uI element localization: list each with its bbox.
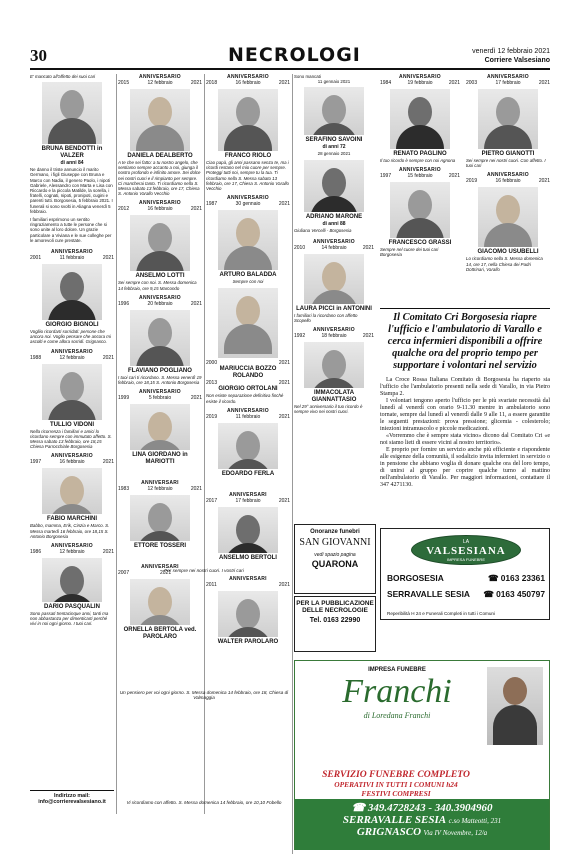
column-rule bbox=[116, 74, 117, 814]
deceased-name: TULLIO VIDONI bbox=[50, 421, 94, 428]
newspaper-name: Corriere Valsesiano bbox=[484, 57, 550, 64]
portrait-photo bbox=[390, 89, 450, 149]
entry-dates: 1988 12 febbraio 2021 bbox=[30, 354, 114, 361]
portrait-photo bbox=[478, 187, 538, 247]
deceased-name: GIACOMO USUBELLI bbox=[477, 249, 539, 256]
portrait-photo bbox=[42, 264, 102, 320]
column-1 bbox=[30, 74, 114, 631]
notice-text: Lo ricordiamo nella S. Messa domenica 14, ore 17, nella Chiesa dei Padri Dottrinari, Varallo bbox=[466, 256, 543, 272]
portrait-photo bbox=[304, 342, 364, 388]
valsesiana-logo bbox=[411, 535, 521, 565]
portrait-photo bbox=[42, 364, 102, 420]
notice-text: Ciao papà, gli anni passano senza te, ma i ricordi restano nel mio cuore per sempre. Proteggi tutti noi, sempre tu la tua. Ti ricordiamo nella S. Messa sabato 13 febbraio, ore 17, Chiesa S. Antonio Varallo Vecchio bbox=[206, 160, 289, 192]
entry-label: ANNIVERSARIO bbox=[51, 348, 93, 355]
portrait-photo bbox=[42, 558, 102, 602]
entry-dates: 2019 16 febbraio 2021 bbox=[466, 178, 550, 185]
portrait-photo bbox=[390, 182, 450, 238]
portrait-photo bbox=[42, 82, 102, 144]
entry-label: ANNIVERSARIO bbox=[313, 238, 355, 245]
ad-la-valsesiana bbox=[380, 528, 550, 620]
deceased-name: ORNELLA BERTOLA ved. PAROLARO bbox=[123, 627, 197, 641]
logo-text: IMPRESA FUNEBRE bbox=[368, 667, 426, 673]
entry-label: ANNIVERSARIO bbox=[399, 167, 441, 174]
entry-dates: 1984 19 febbraio 2021 bbox=[380, 80, 460, 86]
column-rule bbox=[204, 74, 205, 814]
subcolumn-c bbox=[466, 74, 550, 272]
notice-text: Babbo, mamma, Erik, Cinzia e Marco. S. Messa martedì 16 febbraio, ore 18,15 S. Antonio Borgosesia bbox=[30, 523, 110, 539]
anniversary-entry bbox=[118, 389, 202, 466]
phone-number: ☎ 0163 23361 bbox=[487, 573, 545, 583]
notice-intro: E' mancato all'affetto dei suoi cari bbox=[30, 74, 96, 79]
ad-text: FESTIVI COMPRESI bbox=[361, 789, 431, 798]
shared-caption: Per sempre nei nostri cuori. I vostri cari bbox=[164, 568, 244, 573]
column-2 bbox=[118, 74, 202, 645]
deceased-age: di anni 88 bbox=[322, 220, 346, 227]
anniversary-entry bbox=[206, 492, 290, 562]
portrait-photo bbox=[130, 310, 190, 366]
franchi-services bbox=[301, 769, 491, 798]
section-title: NECROLOGI bbox=[228, 44, 361, 66]
entry-label: ANNIVERSARIO bbox=[399, 74, 441, 80]
anniversary-entry bbox=[30, 349, 114, 450]
franchi-logo bbox=[305, 667, 489, 763]
dateline bbox=[472, 47, 550, 65]
city-name: BORGOSESIA bbox=[387, 573, 444, 583]
issue-date: venerdì 12 febbraio 2021 bbox=[472, 48, 550, 55]
deceased-name: LAURA PICCI in ANTONINI bbox=[296, 305, 372, 312]
notice-text: Sei sempre con noi. S. Messa domenica 14 febbraio, ore 9,15 Marcondo bbox=[118, 280, 197, 291]
portrait-photo bbox=[130, 89, 190, 151]
notice-intro: Sono mancati bbox=[294, 74, 321, 79]
portrait-photo bbox=[218, 591, 278, 637]
deceased-name: LINA GIORDANO in MARIOTTI bbox=[132, 452, 188, 466]
anniversary-entry bbox=[30, 453, 114, 539]
portrait-photo bbox=[478, 89, 538, 149]
notice-text: Nel 29° anniversario il tuo ricordo è sempre vivo nei nostri cuori. bbox=[294, 404, 363, 415]
entry-label: ANNIVERSARIO bbox=[139, 389, 181, 396]
deceased-name: ANSELMO LOTTI bbox=[135, 273, 185, 280]
anniversary-entry bbox=[118, 480, 202, 550]
deceased-name: EDOARDO FERLA bbox=[221, 470, 275, 477]
owner-photo bbox=[487, 667, 543, 745]
ad-text: Onoranze funebri bbox=[310, 529, 360, 535]
notice-text: I tuoi cari ti ricordano. S. Messa venerdì 19 febbraio, ore 18,15 S. Antonio Borgosesia bbox=[118, 374, 202, 386]
deceased-name: ARTURO BALADDA bbox=[219, 272, 277, 279]
notice-text: Sei sempre nei nostri cuori. Con affetto. I tuoi cari bbox=[466, 158, 546, 169]
entry-label: ANNIVERSARIO bbox=[51, 543, 93, 550]
franchi-contact-band bbox=[295, 799, 549, 850]
anniversary-entry bbox=[30, 543, 114, 627]
entry-dates: 2018 16 febbraio 2021 bbox=[206, 80, 290, 86]
ad-pubblicazione bbox=[294, 596, 376, 652]
ad-contact-line bbox=[387, 573, 545, 583]
ad-franchi bbox=[294, 660, 550, 850]
anniversary-entry bbox=[380, 167, 460, 257]
ad-text: SAN GIOVANNI bbox=[299, 537, 371, 548]
entry-label: ANNIVERSARIO bbox=[227, 195, 269, 202]
deceased-name: RENATO PAGLINO bbox=[393, 151, 447, 157]
portrait-photo bbox=[130, 495, 190, 541]
phone-number: ☎ 349.4728243 - 340.3904960 bbox=[351, 802, 493, 814]
anniversary-entry bbox=[294, 327, 374, 414]
deceased-name: IMMACOLATA GIANNATTASIO bbox=[311, 390, 357, 404]
notice-text: I familiari la ricordano con affetto Scopello bbox=[294, 312, 358, 324]
anniversary-entry bbox=[206, 576, 290, 646]
notice-text: Sempre nel cuore dei tuoi cari Borgosesia bbox=[380, 247, 439, 258]
phone-number: Tel. 0163 22990 bbox=[309, 617, 361, 624]
entry-label: ANNIVERSARIO bbox=[487, 172, 529, 179]
ad-contact-line bbox=[387, 589, 545, 599]
notice-text: Vogliio ricordarti sorridati: persone che ancora noi. Voglio pensare che ancora mi ascolti e come allora sorridi. Grignasco. bbox=[30, 329, 111, 345]
anniversary-entry bbox=[118, 200, 202, 290]
city-name: SERRAVALLE SESIA bbox=[387, 589, 470, 599]
column-rule bbox=[292, 74, 293, 854]
ad-text: vedi spazio pagina bbox=[314, 552, 356, 558]
entry-dates: 1999 5 febbraio 2021 bbox=[118, 395, 202, 402]
article-paragraph: I volontari tengono aperto l'ufficio per le più svariate necessità dal lunedì al venerdì con orario 9-11.30 mentre in ambulatorio sono tornate, sempre dal lunedì al venerdì dalle 9 alle 11, a essere garantite le seguenti prestazioni: prova pressione; glicemia - colesterolo; iniezioni intramuscolo e piccole medicazioni. bbox=[380, 398, 550, 432]
portrait-photo bbox=[130, 579, 190, 625]
news-article bbox=[380, 308, 550, 489]
entry-dates: 2015 12 febbraio 2021 bbox=[118, 80, 202, 86]
portrait-photo bbox=[130, 215, 190, 271]
column-3 bbox=[206, 74, 290, 650]
logo-text: VALSESIANA bbox=[426, 545, 506, 557]
deceased-name: SERAFINO SAVOINI bbox=[305, 137, 363, 144]
portrait-photo bbox=[218, 210, 278, 270]
entry-label: ANNIVERSARI bbox=[229, 575, 267, 582]
anniversary-entry bbox=[294, 239, 374, 323]
article-headline: Il Comitato Cri Borgosesia riapre l'ufficio e l'ambulatorio di Varallo e cerca infermieri disponibili a offrire qualche ora del proprio tempo per supportare i volontari nel servizio bbox=[380, 308, 550, 372]
entry-label: ANNIVERSARI bbox=[229, 491, 267, 498]
address-line: SERRAVALLE SESIA c.so Matteotti, 231 bbox=[342, 814, 502, 826]
portrait-photo bbox=[218, 288, 278, 358]
entry-dates: 2010 14 febbraio 2021 bbox=[294, 244, 374, 251]
entry-dates: 1996 20 febbraio 2021 bbox=[118, 300, 202, 307]
notice-text: Nella ricorrenza i familiari e amici lo ricordano sempre con immutato affetto. S. Messa sabato 13 febbraio, ore 18,15 Chiesa Parrocchiale Borgosesia bbox=[30, 428, 112, 450]
entry-dates: 2012 16 febbraio 2021 bbox=[118, 206, 202, 213]
entry-dates: 2013 2021 bbox=[206, 380, 290, 387]
entry-dates: 1986 12 febbraio 2021 bbox=[30, 549, 114, 556]
article-paragraph: E proprio per fornire un servizio anche più efficiente e rispondente alle esigenze della comunità, il sodalizio invita infermieri in servizio o in pensione che abbiano voglia di donare qualche ora del loro tempo, di unirsi al gruppo per coprire qualche turno al mattino nell'ambulatorio di Varallo. Per maggiori informazioni, contattare il 347 4271130. bbox=[380, 447, 550, 488]
deceased-name: DARIO PASQUALIN bbox=[44, 604, 100, 611]
shared-caption: Vi ricordiamo con affetto. S. Messa domenica 14 febbraio, ore 10,10 Fobello bbox=[126, 800, 282, 805]
notice-text: Sono passati trentacinque anni, tanti ma non abbastanza per dimenticarti perché vivi in noi ogni giorno. I tuoi cari. bbox=[30, 611, 109, 627]
deceased-name: MARIUCCIA BOZZO ROLANDO bbox=[219, 366, 277, 380]
deceased-name: PIETRO GIANOTTI bbox=[481, 151, 535, 157]
anniversary-entry bbox=[206, 195, 290, 284]
entry-dates: 2007 2021 bbox=[118, 570, 172, 577]
notice-text: I familiari esprimono un sentito ringraziamento a tutte le persone che si sono unite al loro dolore. Un grazie particolare a Viviana e le sue colleghe per le amorevoli cure prestate. bbox=[30, 217, 112, 243]
notice-text: A te che sei fatto: a tu nostro angelo, che sentiamo sempre accanto a noi, giunga il nostro profondo e infinito amore. Sei dolce nei nostri cuori e il rimpianto per sempre. Ci mancherai tanto. Ti ricordiamo nella S. Messa sabato 13 febbraio, ore 17, Chiesa S. Antonio Varallo Vecchio bbox=[118, 160, 201, 197]
ad-onoranze-san-giovanni bbox=[294, 524, 376, 594]
email-address[interactable]: Indirizzo mail: info@corrierevalsesiano.it bbox=[30, 790, 114, 805]
deceased-name: ANSELMO BERTOLI bbox=[219, 554, 277, 561]
entry-dates: 2003 17 febbraio 2021 bbox=[466, 80, 550, 86]
anniversary-entry bbox=[118, 564, 202, 641]
notice-text: Sempre con noi bbox=[232, 279, 264, 285]
subcolumn-b bbox=[380, 74, 460, 258]
portrait-photo bbox=[42, 468, 102, 514]
notice-date: 11 gennaio 2021 bbox=[317, 79, 351, 85]
article-paragraph: La Croce Rossa Italiana Comitato di Borgosesia ha riaperto sia l'ufficio che l'ambulatorio presenti nella sede di Varallo, in via Pietro Stampa 2. bbox=[380, 377, 550, 397]
deceased-name: FABIO MARCHINI bbox=[47, 516, 97, 523]
entry-label: ANNIVERSARIO bbox=[227, 407, 269, 414]
deceased-name: WALTER PAROLARO bbox=[217, 638, 279, 645]
portrait-photo bbox=[304, 160, 364, 212]
deceased-age: di anni 72 bbox=[322, 144, 346, 151]
portrait-photo bbox=[304, 254, 364, 304]
logo-text: di Loredana Franchi bbox=[363, 711, 431, 720]
notice-text: Ne danno il triste annuncio il marito Germano, i figli Giuseppe con Bruna e Marco con Nadia, il genero Paolo, i nipoti Gabriele, Alessandro con Marta e Lisa con Riccardo e la piccola Matilde, la sorella, i fratelli, cognati, nipoti, pronipoti, cugini e parenti tutti. Borgosesia, 5 febbraio 2021. I funerali si sono svolti in Aliagna venerdì 5 febbraio. bbox=[30, 167, 113, 214]
article-paragraph: «Vorremmo che è sempre stata vicino» dicono dal Comitato Cri «e noi siamo lieti di essere vicini al nostro territorio». bbox=[380, 433, 550, 446]
entry-label: ANNIVERSARIO bbox=[227, 74, 269, 80]
logo-text: Franchi bbox=[342, 673, 452, 710]
entry-dates: 1997 16 febbraio 2021 bbox=[30, 459, 114, 466]
logo-text: IMPRESA FUNEBRE bbox=[446, 557, 485, 562]
deceased-name: FRANCO RIOLO bbox=[224, 153, 272, 159]
deceased-age: di anni 84 bbox=[60, 160, 84, 167]
ad-text: OPERATIVI IN TUTTI I COMUNI h24 bbox=[334, 780, 458, 789]
entry-label: ANNIVERSARIO bbox=[51, 453, 93, 460]
entry-dates: 1992 18 febbraio 2021 bbox=[294, 333, 374, 340]
portrait-photo bbox=[218, 423, 278, 469]
deceased-name: GIORGIO BIGNOLI bbox=[45, 322, 99, 329]
deceased-name: ETTORE TOSSERI bbox=[133, 543, 187, 550]
deceased-name: FRANCESCO GRASSI bbox=[388, 240, 452, 247]
anniversary-entry bbox=[206, 288, 290, 403]
entry-dates: 1987 30 gennaio 2021 bbox=[206, 201, 290, 208]
portrait-photo bbox=[218, 89, 278, 151]
subcolumn-a bbox=[294, 74, 374, 415]
entry-dates: 1983 12 febbraio 2021 bbox=[118, 486, 202, 493]
entry-label: ANNIVERSARIO bbox=[139, 74, 181, 80]
entry-label: ANNIVERSARI bbox=[141, 564, 179, 571]
address-line: GRIGNASCO Via IV Novembre, 12/a bbox=[356, 826, 488, 838]
anniversary-entry bbox=[466, 172, 550, 272]
anniversary-entry bbox=[30, 249, 114, 345]
anniversary-entry bbox=[206, 74, 290, 191]
deceased-name: ADRIANO MARONE bbox=[305, 213, 363, 220]
logo-text: LA bbox=[462, 539, 470, 545]
shared-caption: Un pensiero per voi ogni giorno. S. Messa domenica 14 febbraio, ore 18, Chiesa di Valmaggia bbox=[119, 690, 289, 700]
deceased-name: FLAVIANO POGLIANO bbox=[128, 367, 192, 374]
entry-label: ANNIVERSARIO bbox=[139, 294, 181, 301]
portrait-photo bbox=[304, 87, 364, 135]
ad-footer: Reperibilità H 24 e Funerali Completi in tutti i Comuni bbox=[387, 611, 496, 616]
entry-label: ANNIVERSARIO bbox=[139, 200, 181, 207]
deceased-name: BRUNA BENDOTTI in VALZER bbox=[41, 146, 103, 160]
entry-dates: 2011 2021 bbox=[206, 581, 290, 588]
anniversary-entry bbox=[118, 74, 202, 196]
entry-dates: 1997 15 febbraio 2021 bbox=[380, 173, 460, 180]
notice-date: 28 gennaio 2021 bbox=[317, 151, 351, 157]
notice-text: Giuliana Vercelli - Borgosesia bbox=[294, 227, 352, 233]
anniversary-entry bbox=[118, 295, 202, 385]
anniversary-entry bbox=[206, 408, 290, 478]
entry-label: ANNIVERSARIO bbox=[313, 327, 355, 334]
ad-text: PER LA PUBBLICAZIONE DELLE NECROLOGIE bbox=[296, 600, 374, 614]
deceased-name: GIORGIO ORTOLANI bbox=[218, 386, 278, 393]
notice-text: Il tuo ricordo è sempre con noi Agnona bbox=[380, 158, 456, 163]
ad-text: SERVIZIO FUNEBRE COMPLETO bbox=[322, 769, 470, 780]
page-number: 30 bbox=[30, 46, 47, 65]
entry-dates: 2019 11 febbraio 2021 bbox=[206, 413, 290, 420]
entry-dates: 2017 17 febbraio 2021 bbox=[206, 497, 290, 504]
entry-dates: 2000 2021 bbox=[206, 360, 290, 367]
phone-number: ☎ 0163 450797 bbox=[483, 589, 545, 599]
portrait-photo bbox=[218, 507, 278, 553]
article-body bbox=[380, 377, 550, 489]
entry-dates: 2001 11 febbraio 2021 bbox=[30, 255, 114, 262]
page-header bbox=[30, 42, 550, 70]
notice-text: Non esiste separazione definitiva finché esiste il ricordo. bbox=[206, 393, 284, 404]
entry-label: ANNIVERSARI bbox=[141, 480, 179, 487]
deceased-name: DANIELA DEALBERTO bbox=[127, 153, 193, 159]
entry-label: ANNIVERSARIO bbox=[51, 249, 93, 256]
portrait-photo bbox=[130, 404, 190, 450]
ad-text: QUARONA bbox=[311, 559, 359, 569]
entry-label: ANNIVERSARIO bbox=[487, 74, 529, 80]
